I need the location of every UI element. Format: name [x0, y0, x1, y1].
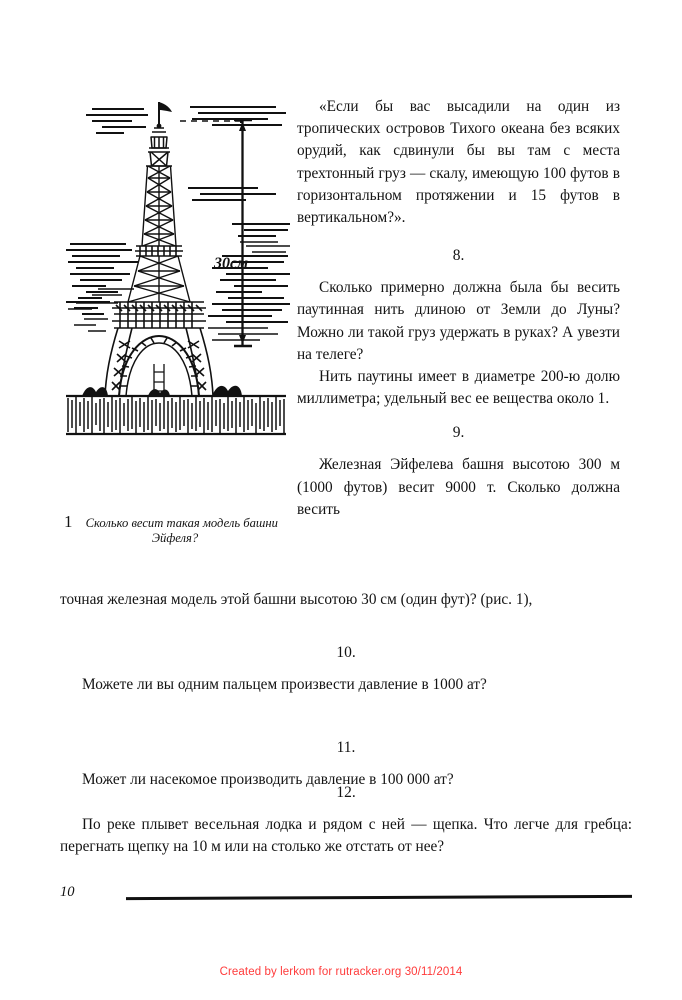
problem-12-block: [60, 783, 632, 859]
eiffel-tower-figure: [62, 96, 290, 496]
problem-9-continuation: точная железная модель этой башни высотою 30 см (один фут)? (рис. 1),: [60, 591, 533, 608]
problem-11-paragraph: Может ли насекомое производить давление в 100 000 ат?: [82, 771, 454, 788]
problem-number-9: 9.: [452, 424, 465, 442]
problem-12-paragraph: По реке плывет весельная лодка и рядом с ней — щепка. Что легче для гребца: перегнать щепку на 10 м или на столько же отстать от нее?: [60, 816, 632, 856]
tower-upper-shaft: [142, 166, 176, 246]
problem-number-8: 8.: [452, 247, 465, 265]
tower-legs-and-arch: [105, 328, 213, 396]
figure-caption-text: Сколько весит такая модель башни Эйфеля?: [85, 516, 278, 546]
ground-foliage: [66, 386, 286, 434]
dimension-line: [180, 119, 252, 346]
problem-number-11: 11.: [336, 739, 356, 756]
figure-caption: [64, 512, 286, 547]
footer-rule: [126, 895, 632, 900]
page-footer: [60, 884, 635, 910]
dimension-label: 30см: [214, 255, 249, 272]
tower-cupola: [146, 128, 172, 166]
problem-8-paragraph-2: Нить паутины имеет в диаметре 200-ю долю миллиметра; удельный вес ее вещества около 1.: [297, 368, 620, 408]
folio-number: 10: [60, 884, 75, 900]
problem-10-block: [60, 643, 632, 696]
tower-antenna: [157, 102, 172, 128]
problem-8-paragraph-1: Сколько примерно должна была бы весить паутинная нить длиною от Земли до Луны? Можно ли такой груз удержать в руках? А увезти на телеге?: [297, 279, 620, 363]
problem-number-12: 12.: [336, 784, 356, 801]
watermark-text: Created by lerkom for rutracker.org 30/11/2014: [219, 966, 463, 978]
problem-number-10: 10.: [336, 644, 356, 661]
problem-9-continuation-block: [60, 589, 632, 611]
problem-9-paragraph-start: Железная Эйфелева башня высотою 300 м (1000 футов) весит 9000 т. Сколько должна весить: [297, 456, 620, 518]
sky-hatching-left-fine: [68, 289, 134, 331]
eiffel-tower-engraving: [62, 96, 290, 496]
quote-paragraph: «Если бы вас высадили на один из тропических островов Тихого океана без всяких орудий, как сдвинули бы вы там с места трехтонный груз — скалу, имеющую 100 футов в горизонтальном протяжении и 15 футов в вертикальном?».: [297, 98, 620, 227]
sky-hatching-right: [188, 107, 290, 322]
sky-hatching-left: [66, 109, 148, 314]
tower-first-platform: [112, 302, 206, 328]
right-text-column: [297, 96, 620, 521]
tower-second-platform: [135, 246, 183, 256]
problem-10-paragraph: Можете ли вы одним пальцем произвести давление в 1000 ат?: [82, 676, 487, 693]
figure-number: 1: [64, 512, 73, 531]
